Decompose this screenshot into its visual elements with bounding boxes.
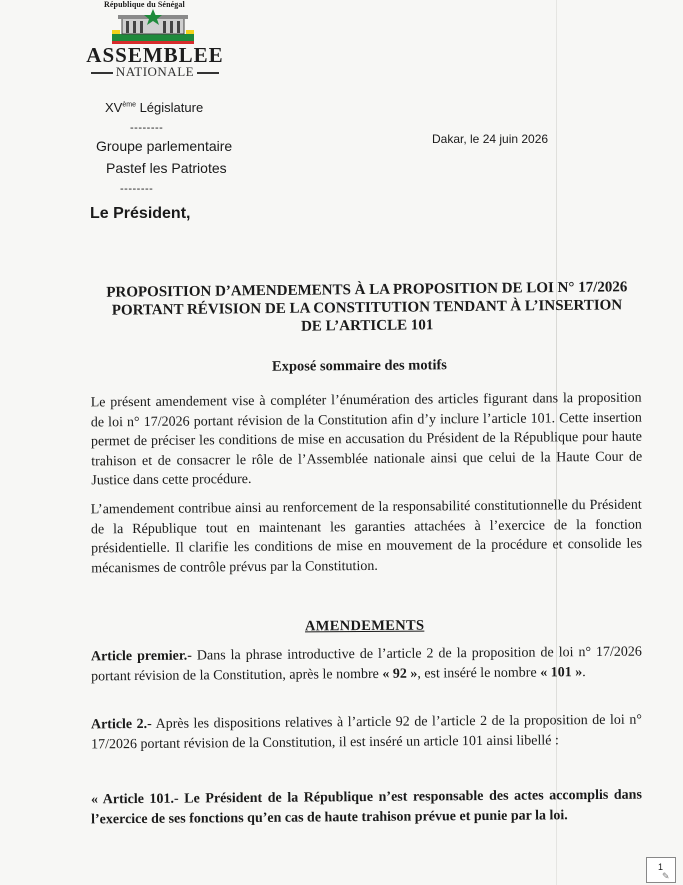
expose-heading: Exposé sommaire des motifs [271,357,447,375]
number-101: « 101 » [540,664,583,680]
document-title [80,278,655,338]
pen-mark-icon: ✎ [662,871,670,881]
article-1-label: Article premier.- [90,648,192,665]
group-name-line2: Pastef les Patriotes [106,160,227,176]
republic-label: République du Sénégal [104,0,185,9]
article-2-label: Article 2.- [90,716,152,733]
article-101-text: « Article 101.- Le Président de la République n’est responsable des actes accomplis dans l’exercice de ses fonctions qu’en cas de haute trahison prévue et punie par la loi. [90,787,642,827]
document-date: Dakar, le 24 juin 2026 [432,132,549,146]
number-92: « 92 » [382,666,418,682]
article-2-paragraph: Article 2.- Après les dispositions relatives à l’article 92 de l’article 2 de la proposition de loi n° 17/2026 portant révision de la Constitution, il est inséré un article 101 ainsi libellé : [90,712,642,752]
signatory-title: Le Président, [90,205,191,222]
title-line-2: PORTANT RÉVISION DE LA CONSTITUTION TENDANT À L’INSERTION [111,297,623,319]
legislature-label: XVème Législature [105,100,204,115]
institution-subname-text: NATIONALE [115,64,195,79]
page-number-box [646,857,676,883]
motives-paragraph-2: L’amendement contribue ainsi au renforcement de la responsabilité constitutionnelle du Président de la République tout en maintenant les garanties attachées à l’exercice de la fonction présidentielle. Il clarifie les conditions de mise en mouvement de la procédure et consolide les mécanismes de contrôle prévus par la Constitution. [90,497,643,576]
title-line-1: PROPOSITION D’AMENDEMENTS À LA PROPOSITION DE LOI N° 17/2026 [106,279,628,301]
separator-2: -------- [120,183,154,195]
assembly-building-emblem-icon [112,8,194,44]
rule-left [91,72,113,74]
article-1-paragraph: Article premier.- Dans la phrase introductive de l’article 2 de la proposition de loi n° 17/2026 portant révision de la Constitution, après le nombre « 92 », est inséré le nombre « 101 ». [90,644,642,684]
page-number: 1 [658,862,664,872]
motives-paragraph-1: Le présent amendement vise à compléter l’énumération des articles figurant dans la proposition de loi n° 17/2026 portant révision de la Constitution afin d’y inclure l’article 101. Cette insertion permet de préciser les conditions de mise en accusation du Président de la République pour haute trahison et de consacrer le rôle de l’Assemblée nationale ainsi que celui de la Haute Cour de Justice dans cette procédure. [90,390,643,489]
institution-subname [79,64,231,80]
title-line-3: DE L’ARTICLE 101 [300,317,434,335]
amendments-heading: AMENDEMENTS [304,617,425,635]
group-name-line1: Groupe parlementaire [96,138,233,154]
rule-right [197,72,219,74]
separator-1: -------- [130,122,164,134]
institution-name: ASSEMBLEE [86,43,224,67]
